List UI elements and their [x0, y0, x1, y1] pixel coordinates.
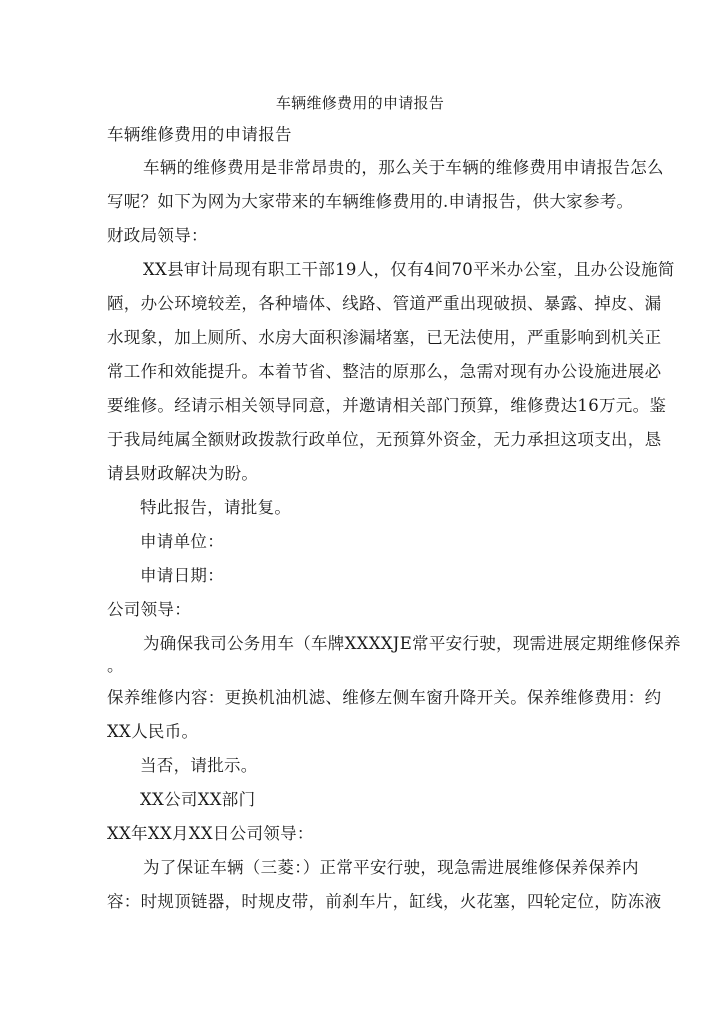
- paragraph-line: 写呢？如下为网为大家带来的车辆维修费用的.申请报告，供大家参考。: [107, 192, 634, 211]
- signature-department: XX公司XX部门: [140, 790, 256, 809]
- paragraph-line: 陋，办公环境较差，各种墙体、线路、管道严重出现破损、暴露、掉皮、漏: [107, 294, 662, 313]
- paragraph-line: 水现象，加上厕所、水房大面积渗漏堵塞，已无法使用，严重影响到机关正: [107, 328, 662, 347]
- document-title: 车辆维修费用的申请报告: [275, 94, 445, 112]
- salutation: 财政局领导：: [107, 226, 208, 245]
- document-heading: 车辆维修费用的申请报告: [107, 125, 292, 144]
- paragraph-line: 请县财政解决为盼。: [107, 464, 259, 483]
- paragraph-line: 要维修。经请示相关领导同意，并邀请相关部门预算，维修费达16万元。鉴: [107, 396, 667, 415]
- applicant-label: 申请单位：: [140, 532, 224, 551]
- date-label: 申请日期：: [140, 566, 224, 585]
- paragraph-line: XX县审计局现有职工干部19人，仅有4间70平米办公室，且办公设施简: [143, 260, 675, 279]
- paragraph-line: 于我局纯属全额财政拨款行政单位，无预算外资金，无力承担这项支出，恳: [107, 430, 662, 449]
- date-and-salutation: XX年XX月XX日公司领导：: [107, 824, 314, 843]
- paragraph-line: XX人民币。: [107, 722, 199, 741]
- salutation: 公司领导：: [107, 600, 191, 619]
- paragraph-line: 容：时规顶链器，时规皮带，前刹车片，缸线，火花塞，四轮定位，防冻液: [107, 892, 662, 911]
- paragraph-line: 保养维修内容：更换机油机滤、维修左侧车窗升降开关。保养维修费用：约: [107, 688, 662, 707]
- paragraph-line: 。: [107, 656, 124, 675]
- paragraph-line: 为确保我司公务用车（车牌XXXXJE常平安行驶，现需进展定期维修保养: [143, 634, 681, 653]
- paragraph-line: 为了保证车辆（三菱：）正常平安行驶，现急需进展维修保养保养内: [143, 858, 639, 877]
- paragraph-line: 常工作和效能提升。本着节省、整洁的原那么，急需对现有办公设施进展必: [107, 362, 662, 381]
- closing-line: 当否，请批示。: [140, 756, 258, 775]
- paragraph-line: 车辆的维修费用是非常昂贵的，那么关于车辆的维修费用申请报告怎么: [143, 158, 664, 177]
- closing-line: 特此报告，请批复。: [140, 498, 292, 517]
